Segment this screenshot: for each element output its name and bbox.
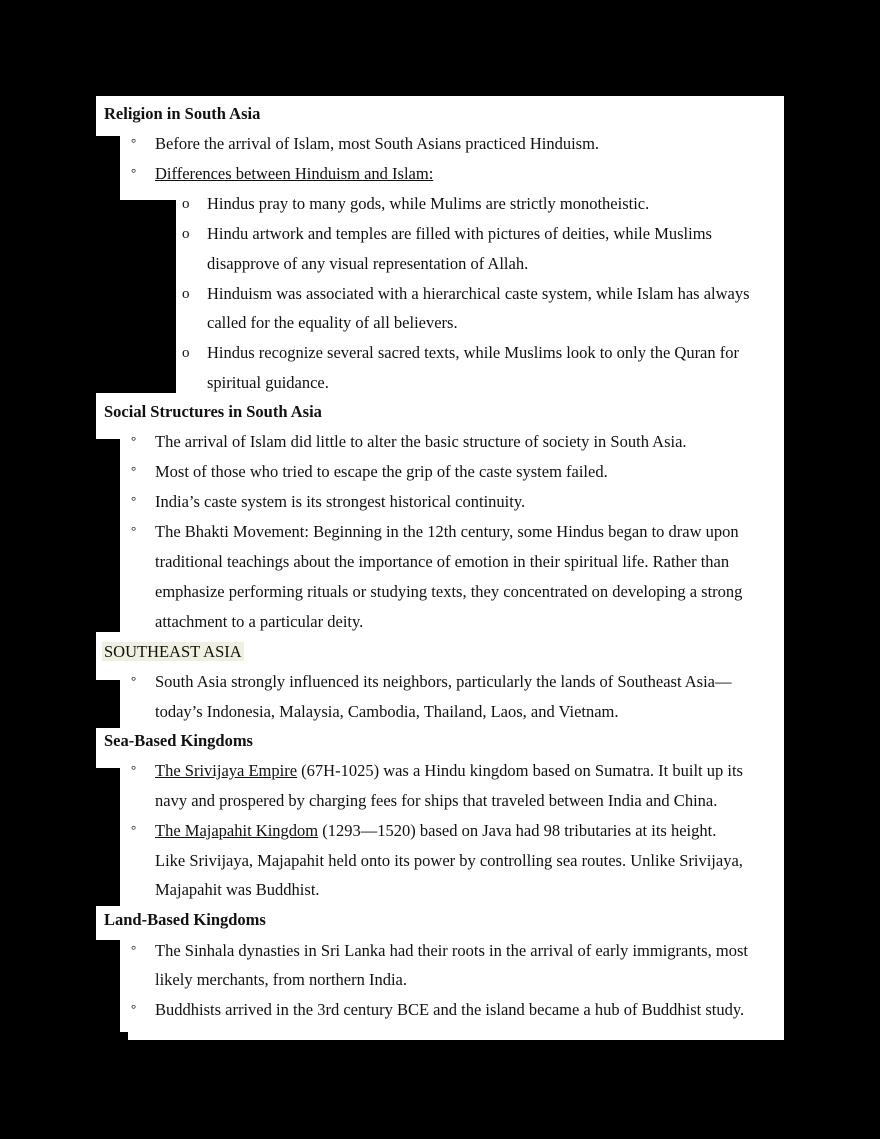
list-item: attachment to a particular deity. <box>155 612 364 631</box>
list-item: Majapahit was Buddhist. <box>155 880 320 899</box>
highlighted-heading: SOUTHEAST ASIA <box>104 642 242 661</box>
sub-list-item: Hindus recognize several sacred texts, while Muslims look to only the Quran for <box>207 343 739 362</box>
bullet-icon: ° <box>131 1001 137 1016</box>
list-item: Like Srivijaya, Majapahit held onto its power by controlling sea routes. Unlike Srivijaya, <box>155 851 743 870</box>
list-item: navy and prospered by charging fees for ships that traveled between India and China. <box>155 791 718 810</box>
bullet-icon: ° <box>131 135 137 150</box>
bullet-icon: ° <box>131 762 137 777</box>
bullet-icon: ° <box>131 673 137 688</box>
list-item: Most of those who tried to escape the grip of the caste system failed. <box>155 462 608 481</box>
sub-list-item: Hindu artwork and temples are filled with pictures of deities, while Muslims <box>207 224 712 243</box>
srivijaya-link[interactable]: The Srivijaya Empire <box>155 761 298 780</box>
list-item: The Sinhala dynasties in Sri Lanka had their roots in the arrival of early immigrants, most <box>155 941 748 960</box>
list-item: traditional teachings about the importance of emotion in their spiritual life. Rather than <box>155 552 730 571</box>
list-item: emphasize performing rituals or studying texts, they concentrated on developing a strong <box>155 582 743 601</box>
sub-list-item: Hinduism was associated with a hierarchical caste system, while Islam has always <box>207 284 750 303</box>
section-heading: Land-Based Kingdoms <box>104 910 266 929</box>
sub-list-item: Hindus pray to many gods, while Mulims are strictly monotheistic. <box>207 194 650 213</box>
sub-bullet-icon: o <box>182 226 190 242</box>
section-heading: Social Structures in South Asia <box>104 402 322 421</box>
sub-bullet-icon: o <box>182 196 190 212</box>
list-item: India’s caste system is its strongest historical continuity. <box>155 492 526 511</box>
list-item: South Asia strongly influenced its neighbors, particularly the lands of Southeast Asia— <box>155 672 732 691</box>
list-item: Buddhists arrived in the 3rd century BCE and the island became a hub of Buddhist study. <box>155 1000 745 1019</box>
list-item <box>155 821 716 841</box>
section-heading: Religion in South Asia <box>104 104 261 123</box>
sub-bullet-icon: o <box>182 345 190 361</box>
section-heading <box>104 642 244 662</box>
list-item: today’s Indonesia, Malaysia, Cambodia, Thailand, Laos, and Vietnam. <box>155 702 619 721</box>
list-item: Differences between Hinduism and Islam: <box>155 164 434 183</box>
list-item: Before the arrival of Islam, most South Asians practiced Hinduism. <box>155 134 600 153</box>
section-heading: Sea-Based Kingdoms <box>104 731 253 750</box>
majapahit-link[interactable]: The Majapahit Kingdom <box>155 821 319 840</box>
bullet-icon: ° <box>131 493 137 508</box>
list-item-text: (1293—1520) based on Java had 98 tributaries at its height. <box>318 821 717 840</box>
list-item: The arrival of Islam did little to alter the basic structure of society in South Asia. <box>155 432 687 451</box>
sub-list-item: called for the equality of all believers. <box>207 313 458 332</box>
bullet-icon: ° <box>131 463 137 478</box>
bullet-icon: ° <box>131 942 137 957</box>
sub-list-item: disapprove of any visual representation of Allah. <box>207 254 529 273</box>
page-block <box>128 1030 784 1040</box>
bullet-icon: ° <box>131 165 137 180</box>
bullet-icon: ° <box>131 822 137 837</box>
bullet-icon: ° <box>131 433 137 448</box>
list-item: The Bhakti Movement: Beginning in the 12th century, some Hindus began to draw upon <box>155 522 739 541</box>
sub-bullet-icon: o <box>182 286 190 302</box>
list-item: likely merchants, from northern India. <box>155 970 408 989</box>
list-item <box>155 761 743 781</box>
list-item-text: (67H-1025) was a Hindu kingdom based on Sumatra. It built up its <box>297 761 743 780</box>
sub-list-item: spiritual guidance. <box>207 373 329 392</box>
bullet-icon: ° <box>131 523 137 538</box>
